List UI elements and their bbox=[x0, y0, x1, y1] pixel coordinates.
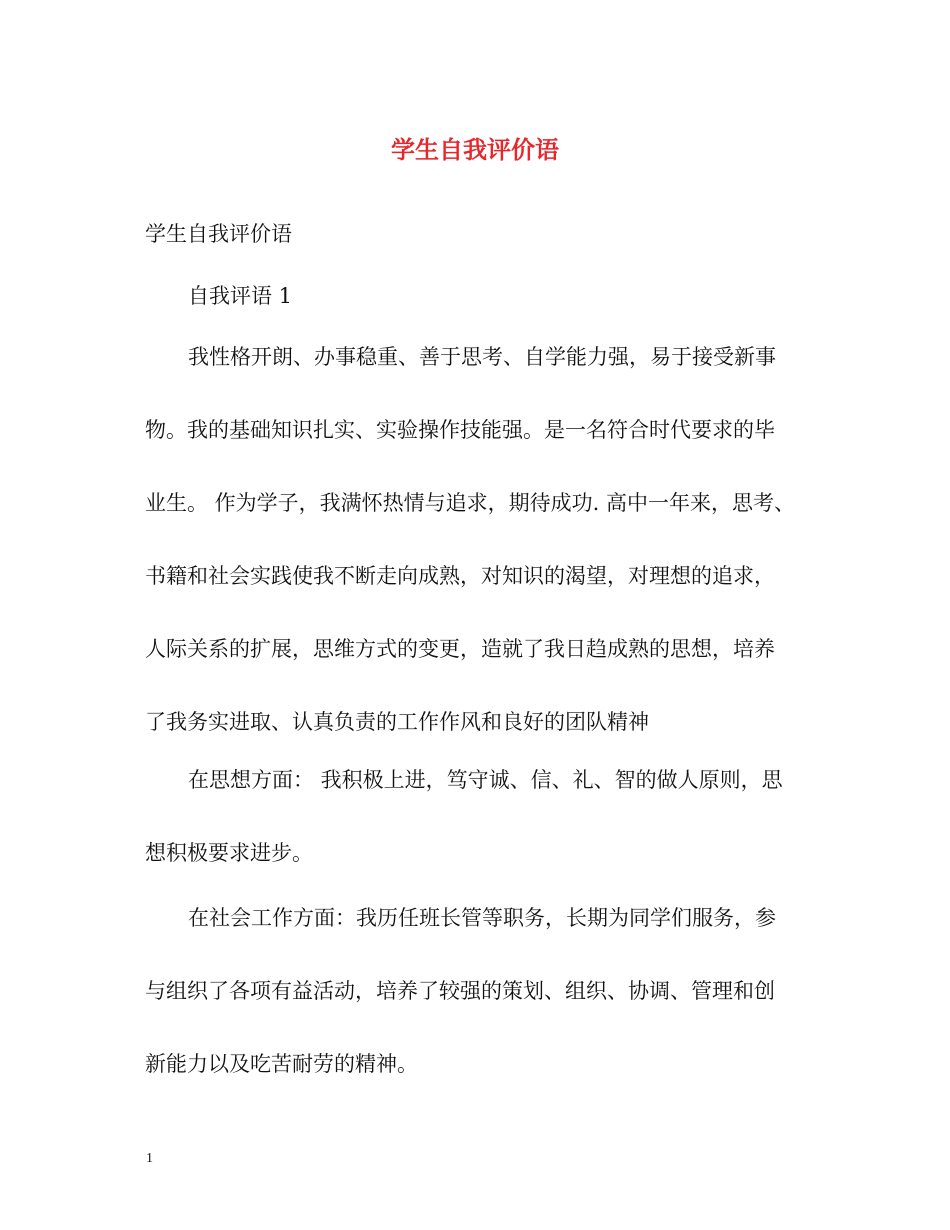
paragraph-line: 业生。 作为学子，我满怀热情与追求，期待成功. 高中一年来，思考、 bbox=[145, 491, 796, 515]
paragraph-line: 人际关系的扩展，思维方式的变更，造就了我日趋成熟的思想，培养 bbox=[145, 637, 775, 661]
paragraph-line: 了我务实进取、认真负责的工作作风和良好的团队精神 bbox=[145, 710, 649, 734]
document-subtitle: 学生自我评价语 bbox=[145, 222, 292, 246]
paragraph-line: 书籍和社会实践使我不断走向成熟，对知识的渴望，对理想的追求， bbox=[145, 564, 775, 588]
document-title: 学生自我评价语 bbox=[391, 135, 559, 164]
paragraph-social-work bbox=[145, 882, 815, 1101]
section-heading: 自我评语 1 bbox=[188, 284, 293, 308]
paragraph-line: 在思想方面： 我积极上进，笃守诚、信、礼、智的做人原则，思 bbox=[188, 768, 783, 792]
paragraph-line: 我性格开朗、办事稳重、善于思考、自学能力强，易于接受新事 bbox=[188, 345, 776, 369]
page-number: 1 bbox=[146, 1151, 153, 1166]
paragraph-line: 物。我的基础知识扎实、实验操作技能强。是一名符合时代要求的毕 bbox=[145, 418, 775, 442]
paragraph-line: 在社会工作方面：我历任班长管等职务，长期为同学们服务，参 bbox=[188, 906, 776, 930]
paragraph-thought bbox=[145, 744, 815, 890]
paragraph-personality bbox=[145, 321, 815, 759]
paragraph-line: 想积极要求进步。 bbox=[145, 841, 313, 865]
paragraph-line: 新能力以及吃苦耐劳的精神。 bbox=[145, 1052, 418, 1076]
paragraph-line: 与组织了各项有益活动，培养了较强的策划、组织、协调、管理和创 bbox=[145, 979, 775, 1003]
